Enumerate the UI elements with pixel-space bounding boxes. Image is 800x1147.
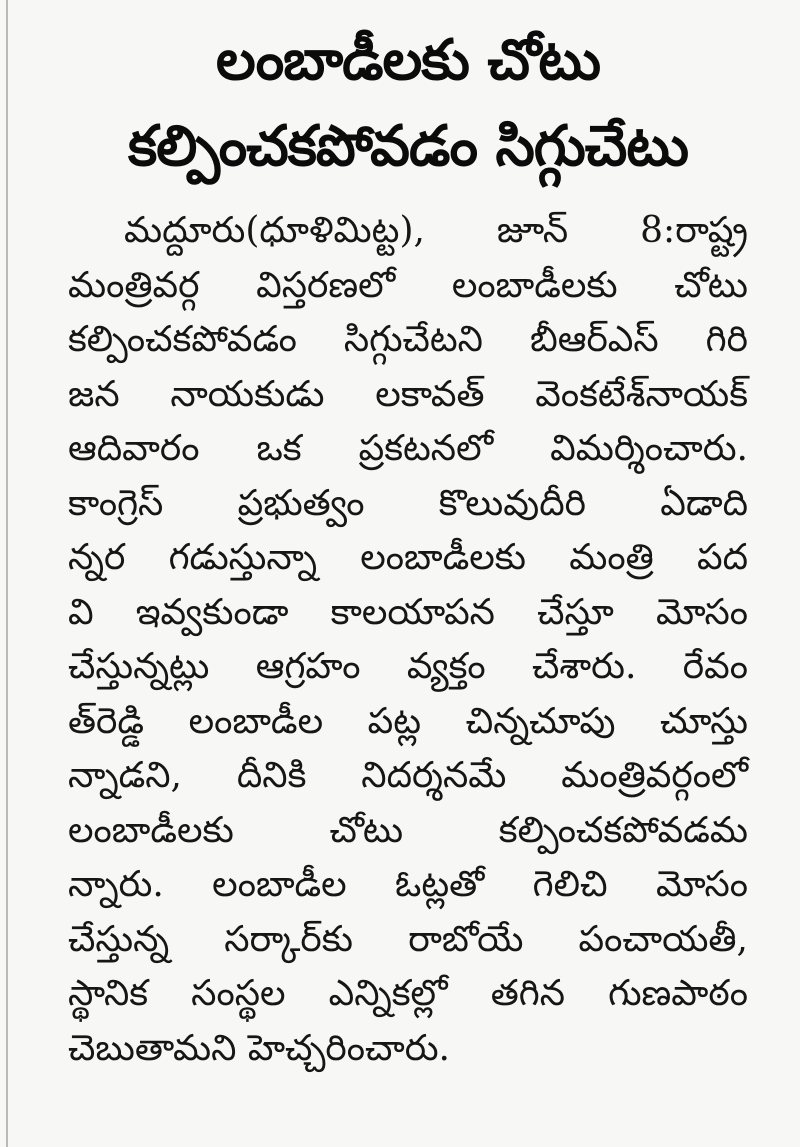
body-line-3: కల్పించకపోవడం సిగ్గుచేటని బీఆర్ఎస్ గిరి: [68, 319, 748, 360]
news-article: [68, 18, 748, 1076]
body-line-11: న్నాడని, దీనికి నిదర్శనమే మంత్రివర్గంలో: [68, 755, 748, 796]
body-line-6: కాంగ్రెస్ ప్రభుత్వం కొలువుదీరి ఏడాది: [68, 482, 748, 524]
body-line-14: చేస్తున్న సర్కార్‌కు రాబోయే పంచాయతీ,: [68, 918, 748, 960]
next-article-cutoff: [150, 1136, 630, 1147]
body-line-15: స్థానిక సంస్థల ఎన్నికల్లో తగిన గుణపాఠం: [68, 973, 748, 1014]
body-line-13: న్నారు. లంబాడీల ఓట్లతో గెలిచి మోసం: [68, 864, 748, 905]
body-line-12: లంబాడీలకు చోటు కల్పించకపోవడమ: [68, 809, 748, 851]
body-line-8: వి ఇవ్వకుండా కాలయాపన చేస్తూ మోసం: [68, 591, 748, 633]
body-line-5: ఆదివారం ఒక ప్రకటనలో విమర్శించారు.: [68, 428, 748, 469]
body-line-9: చేస్తున్నట్లు ఆగ్రహం వ్యక్తం చేశారు. రేవం: [68, 646, 748, 687]
body-line-7: న్నర గడుస్తున్నా లంబాడీలకు మంత్రి పద: [68, 537, 748, 578]
headline: [68, 18, 748, 190]
headline-line-2: కల్పించకపోవడం సిగ్గుచేటు: [128, 114, 688, 179]
body-line-16: చెబుతామని హెచ్చరించారు.: [68, 1027, 450, 1069]
article-body: [68, 204, 748, 1076]
body-line-10: త్‌రెడ్డి లంబాడీల పట్ల చిన్నచూపు చూస్తు: [68, 700, 748, 742]
body-line-4: జన నాయకుడు లకావత్ వెంకటేశ్‌నాయక్: [68, 373, 748, 415]
body-line-2: మంత్రివర్గ విస్తరణలో లంబాడీలకు చోటు: [68, 264, 748, 306]
headline-line-1: లంబాడీలకు చోటు: [215, 28, 600, 93]
page-border: [6, 0, 8, 1147]
body-line-1: మద్దూరు(ధూళిమిట్ట), జూన్ 8:రాష్ట్ర: [124, 210, 748, 251]
